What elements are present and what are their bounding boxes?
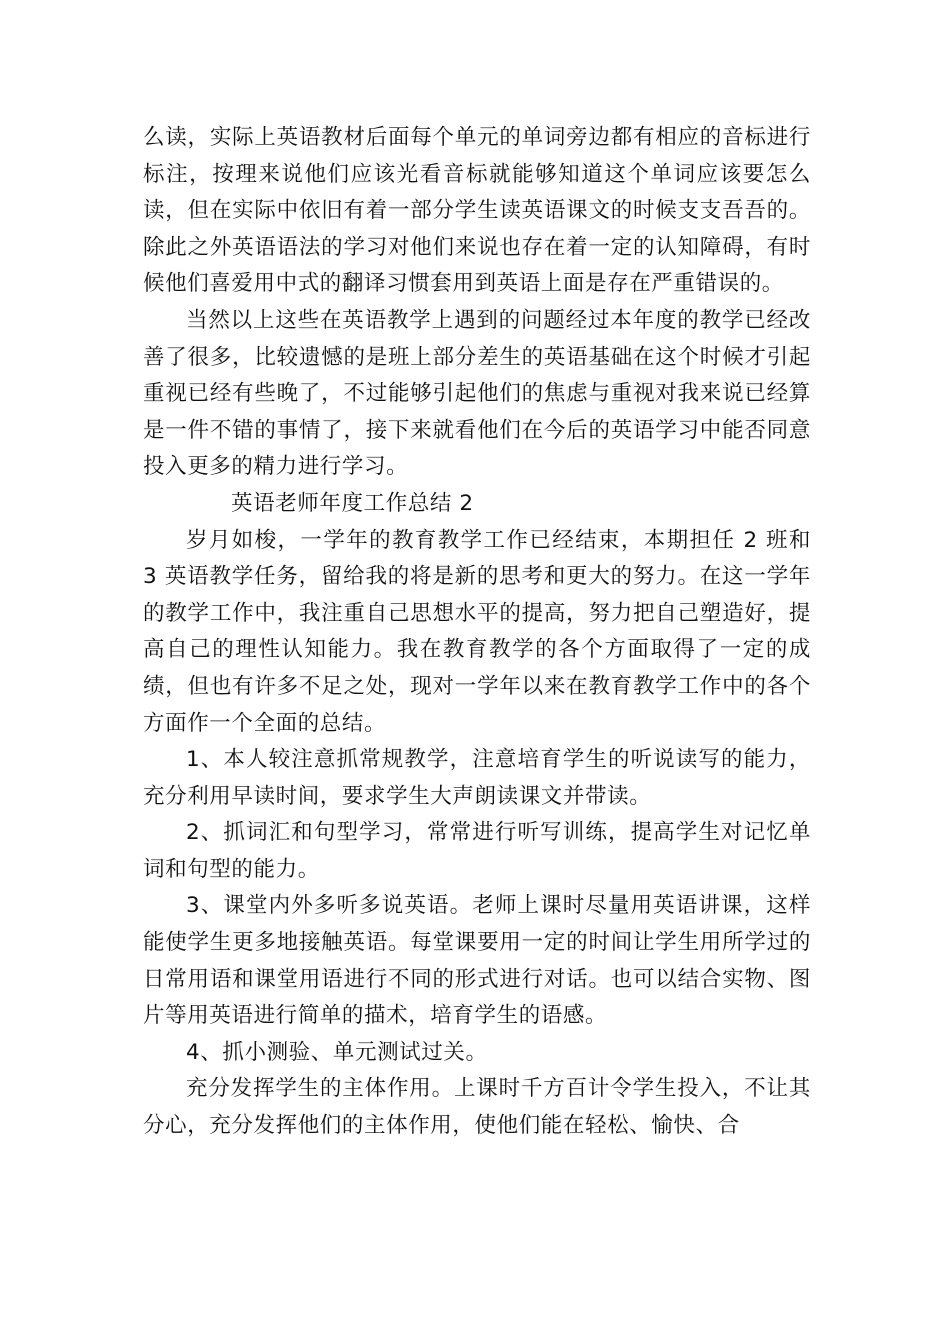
list-item-4: 4、抓小测验、单元测试过关。 — [186, 1039, 488, 1065]
paragraph-intro: 岁月如梭，一学年的教育教学工作已经结束，本期担任 2 班和 3 英语教学任务，留给我的将是新的思考和更大的努力。在这一学年的教学工作中，我注重自己思想水平的提高，努力把自己塑造好，提高自己的理性认知能力。我在教育教学的各个方面取得了一定的成绩，但也有许多不足之处，现对一学年以来在教育教学工作中的各个方面作一个全面的总结。 — [143, 527, 811, 736]
list-item-3: 3、课堂内外多听多说英语。老师上课时尽量用英语讲课，这样能使学生更多地接触英语。每堂课要用一定的时间让学生用所学过的日常用语和课堂用语进行不同的形式进行对话。也可以结合实物、图片等用英语进行简单的描术，培育学生的语感。 — [143, 893, 811, 1029]
document-body — [143, 120, 811, 1145]
paragraph-continuation: 么读，实际上英语教材后面每个单元的单词旁边都有相应的音标进行标注，按理来说他们应该光看音标就能够知道这个单词应该要怎么读，但在实际中依旧有着一部分学生读英语课文的时候支支吾吾的。除此之外英语语法的学习对他们来说也存在着一定的认知障碍，有时候他们喜爱用中式的翻译习惯套用到英语上面是存在严重错误的。 — [143, 125, 811, 297]
section-title: 英语老师年度工作总结 2 — [231, 490, 474, 516]
paragraph-improvement: 当然以上这些在英语教学上遇到的问题经过本年度的教学已经改善了很多，比较遗憾的是班上部分差生的英语基础在这个时候才引起重视已经有些晚了，不过能够引起他们的焦虑与重视对我来说已经算是一件不错的事情了，接下来就看他们在今后的英语学习中能否同意投入更多的精力进行学习。 — [143, 307, 811, 480]
paragraph-student-role: 充分发挥学生的主体作用。上课时千方百计令学生投入，不让其分心，充分发挥他们的主体作用，使他们能在轻松、愉快、合 — [143, 1076, 811, 1139]
list-item-2: 2、抓词汇和句型学习，常常进行听写训练，提高学生对记忆单词和句型的能力。 — [143, 820, 811, 882]
list-item-1: 1、本人较注意抓常规教学，注意培育学生的听说读写的能力，充分利用早读时间，要求学生大声朗读课文并带读。 — [143, 747, 811, 809]
